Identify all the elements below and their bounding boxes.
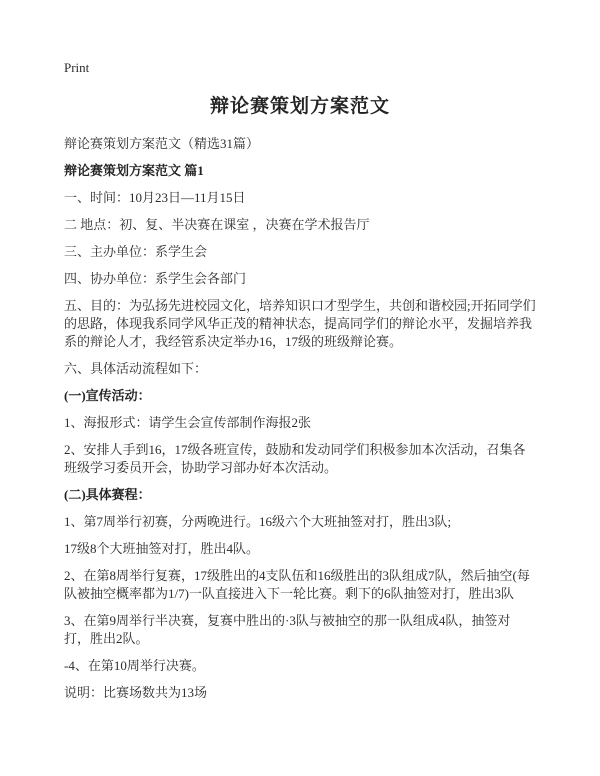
document-body: [64, 135, 536, 702]
paragraph-flow-intro: 六、具体活动流程如下：: [64, 361, 208, 376]
paragraph-purpose: 五、目的：为弘扬先进校园文化，培养知识口才型学生，共创和谐校园;开拓同学们的思路，体现我系同学风华正茂的精神状态，提高同学们的辩论水平，发掘培养我系的辩论人才，我经管系决定举办16，17级的班级辩论赛。: [64, 298, 536, 349]
paragraph-mobilize: 2、安排人手到16，17级各班宣传，鼓励和发动同学们积极参加本次活动，召集各班级学习委员开会，协助学习部办好本次活动。: [64, 442, 526, 475]
paragraph-round2: 2、在第8周举行复赛，17级胜出的4支队伍和16级胜出的3队组成7队，然后抽空(每队被抽空概率都为1/7)一队直接进入下一轮比赛。剩下的6队抽签对打，胜出3队: [64, 568, 530, 601]
paragraph-note: 说明：比赛场数共为13场: [64, 685, 208, 700]
paragraph-organizer: 三、主办单位：系学生会: [64, 244, 208, 259]
page-title: 辩论赛策划方案范文: [209, 96, 390, 117]
paragraph-time: 一、时间：10月23日—11月15日: [64, 190, 246, 205]
paragraph-location: 二 地点：初、复、半决赛在课室 ，决赛在学术报告厅: [64, 217, 370, 232]
paragraph-round1: 1、第7周举行初赛，分两晚进行。16级六个大班抽签对打，胜出3队;: [64, 514, 452, 529]
paragraph-final: -4、在第10周举行决赛。: [64, 658, 205, 673]
paragraph-semifinal: 3、在第9周举行半决赛，复赛中胜出的·3队与被抽空的那一队组成4队，抽签对打，胜出2队。: [64, 613, 511, 646]
doc-subtitle: 辩论赛策划方案范文（精选31篇）: [64, 136, 260, 151]
paragraph-poster: 1、海报形式：请学生会宣传部制作海报2张: [64, 415, 312, 430]
section-heading-schedule: (二)具体赛程：: [64, 487, 151, 502]
paragraph-round1b: 17级8个大班抽签对打，胜出4队。: [64, 541, 260, 556]
paragraph-coorganizer: 四、协办单位：系学生会各部门: [64, 271, 247, 286]
article-heading: 辩论赛策划方案范文 篇1: [64, 163, 204, 178]
section-heading-publicity: (一)宣传活动：: [64, 388, 151, 403]
print-button[interactable]: Print: [64, 60, 90, 75]
